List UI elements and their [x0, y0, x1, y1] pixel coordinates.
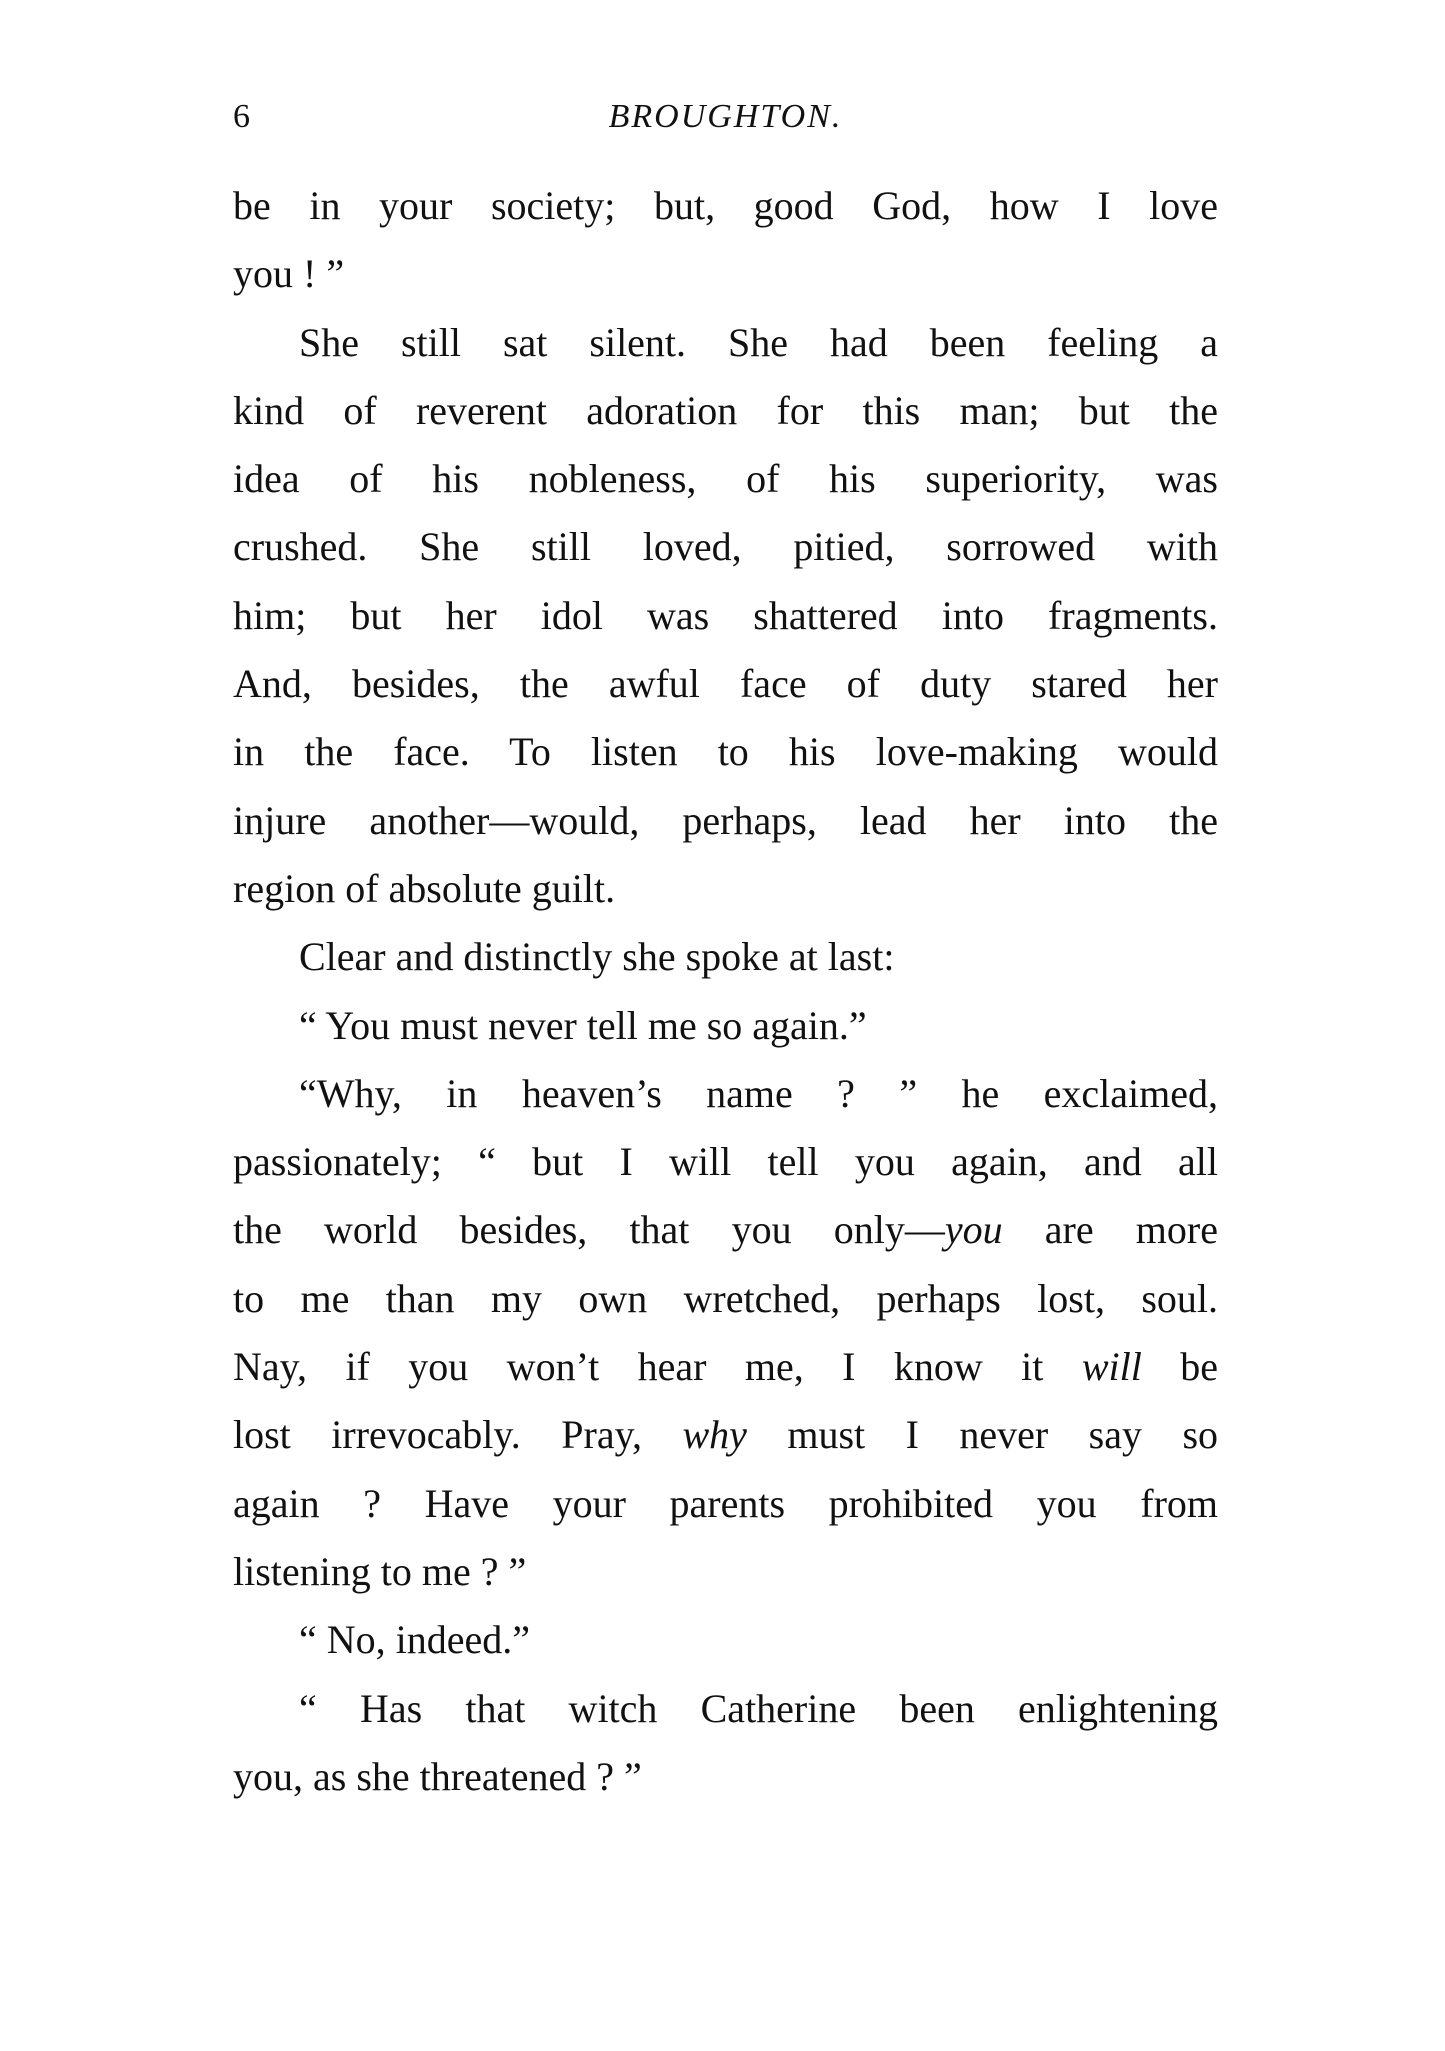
text-run: injure another—would, perhaps, lead her into the: [233, 797, 1218, 843]
text-run: kind of reverent adoration for this man; but the: [233, 387, 1218, 433]
text-line: [233, 1196, 1218, 1264]
text-run: passionately; “ but I will tell you again, and all: [233, 1139, 1218, 1185]
running-title: BROUGHTON.: [608, 98, 843, 135]
text-line: [233, 582, 1218, 650]
text-line: [233, 1265, 1218, 1333]
text-line: [233, 992, 1218, 1060]
text-line: [233, 240, 1218, 308]
text-run: “ No, indeed.”: [299, 1617, 531, 1663]
text-line: [233, 855, 1218, 923]
text-line: [233, 650, 1218, 718]
text-run: “Why, in heaven’s name ? ” he exclaimed,: [299, 1070, 1218, 1116]
text-line: [233, 1128, 1218, 1196]
text-line: [233, 923, 1218, 991]
text-run: “ Has that witch Catherine been enlightening: [299, 1685, 1218, 1731]
text-line: [233, 1538, 1218, 1606]
text-run: you, as she threatened ? ”: [233, 1753, 642, 1799]
text-run: to me than my own wretched, perhaps lost, soul.: [233, 1275, 1218, 1321]
text-line: [233, 513, 1218, 581]
text-run: Nay, if you won’t hear me, I know it: [233, 1344, 1082, 1390]
page-number: 6: [233, 98, 250, 135]
italic-emphasis: will: [1081, 1344, 1142, 1390]
text-run: be in your society; but, good God, how I love: [233, 183, 1218, 228]
text-line: [233, 787, 1218, 855]
text-line: [233, 172, 1218, 240]
text-run: be: [1141, 1344, 1218, 1390]
text-line: [233, 1675, 1218, 1743]
text-line: [233, 309, 1218, 377]
text-line: [233, 1470, 1218, 1538]
text-line: [233, 1401, 1218, 1469]
text-run: must I never say so: [746, 1412, 1219, 1458]
text-run: idea of his nobleness, of his superiority, was: [233, 456, 1218, 502]
text-run: crushed. She still loved, pitied, sorrowed with: [233, 524, 1218, 570]
text-run: Clear and distinctly she spoke at last:: [299, 934, 895, 980]
text-line: [233, 1333, 1218, 1401]
text-run: again ? Have your parents prohibited you from: [233, 1480, 1218, 1526]
text-line: [233, 1060, 1218, 1128]
text-run: lost irrevocably. Pray,: [233, 1412, 683, 1458]
text-line: [233, 1743, 1218, 1811]
text-run: listening to me ? ”: [233, 1548, 527, 1594]
text-run: him; but her idol was shattered into fragments.: [233, 592, 1218, 638]
body-text: [233, 172, 1218, 1811]
text-run: She still sat silent. She had been feeling a: [299, 319, 1218, 365]
italic-emphasis: you: [944, 1207, 1003, 1253]
text-run: “ You must never tell me so again.”: [299, 1002, 867, 1048]
text-line: [233, 718, 1218, 786]
text-run: you ! ”: [233, 251, 345, 297]
italic-emphasis: why: [682, 1412, 747, 1458]
text-line: [233, 445, 1218, 513]
text-run: region of absolute guilt.: [233, 865, 616, 911]
running-head: [233, 92, 1218, 142]
text-run: are more: [1002, 1207, 1218, 1253]
text-run: in the face. To listen to his love-making would: [233, 729, 1218, 775]
text-line: [233, 377, 1218, 445]
text-run: the world besides, that you only—: [233, 1207, 945, 1253]
text-line: [233, 1606, 1218, 1674]
text-run: And, besides, the awful face of duty stared her: [233, 661, 1218, 707]
